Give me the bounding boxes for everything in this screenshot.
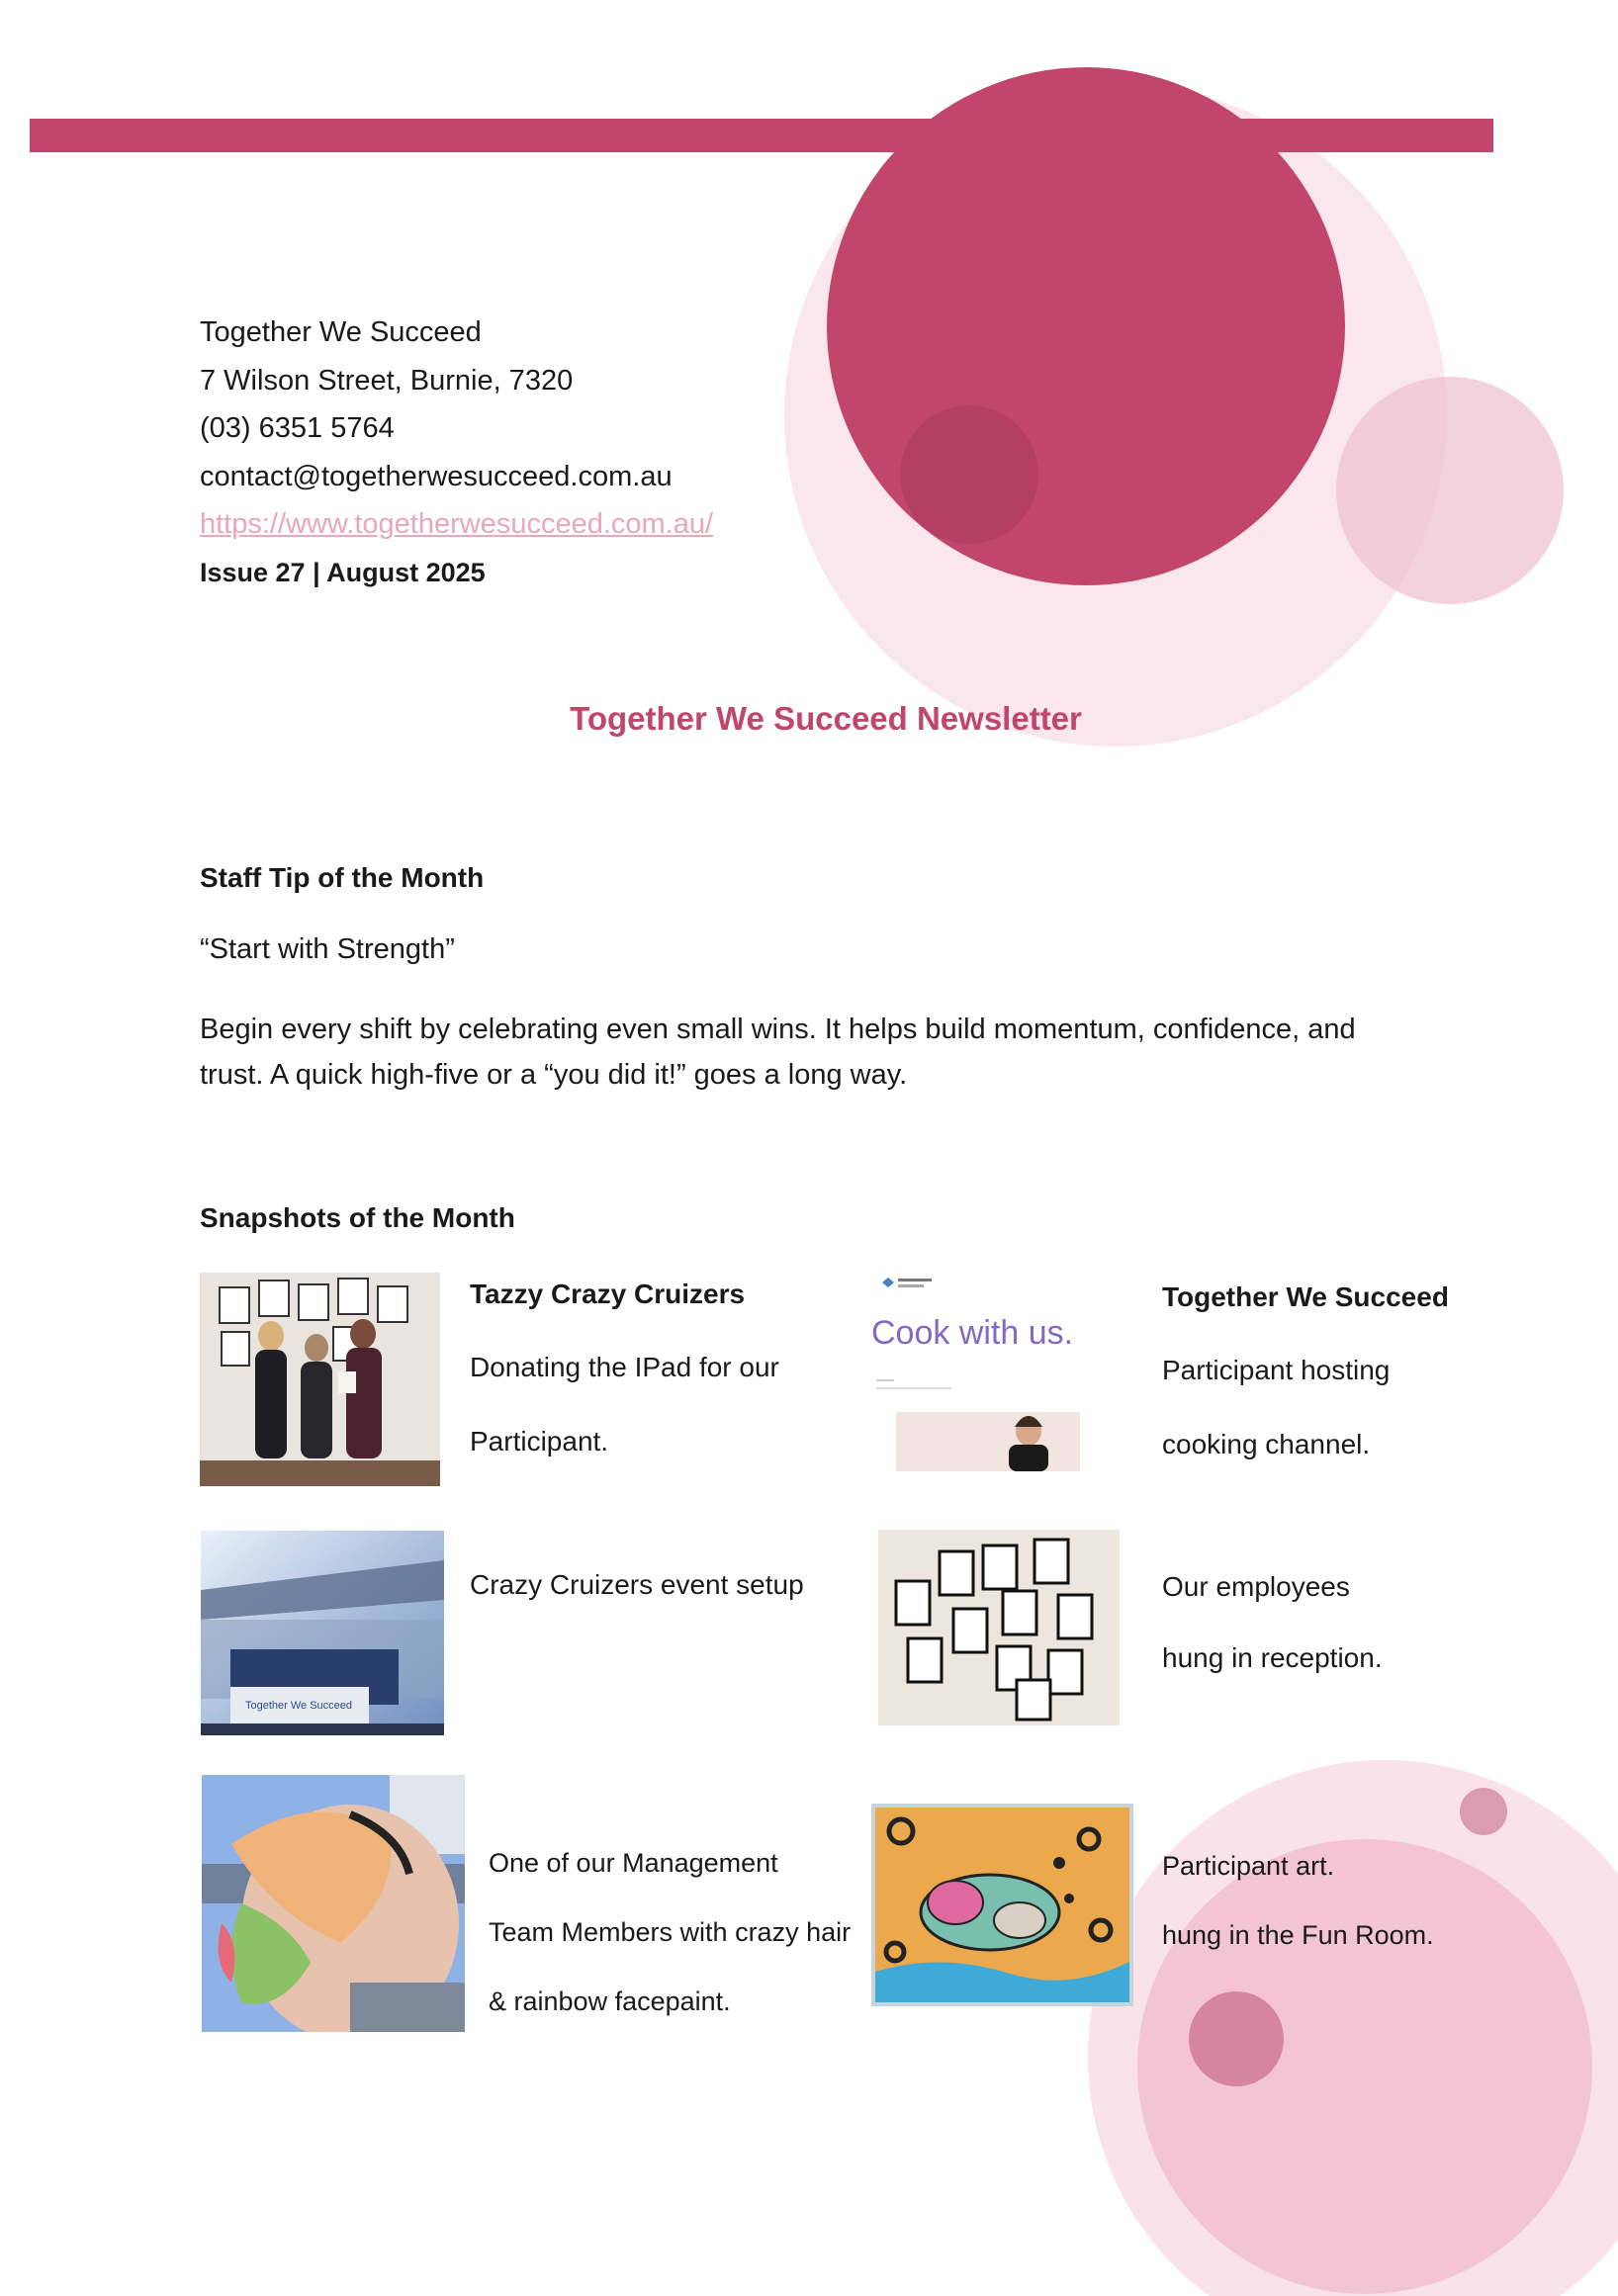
tip-heading: Staff Tip of the Month	[200, 862, 485, 893]
snapshot-2-line-1: Participant hosting	[1162, 1355, 1391, 1385]
tip-quote: “Start with Strength”	[200, 933, 455, 965]
snapshot-1-line-2: Participant.	[470, 1426, 609, 1457]
photo-crazy-hair	[202, 1775, 465, 2032]
tip-body-line-1: Begin every shift by celebrating even small wins. It helps build momentum, confidence, and	[200, 1014, 1356, 1045]
snapshot-1-line-1: Donating the IPad for our	[470, 1352, 779, 1382]
snapshot-4-line-1: Our employees	[1162, 1571, 1350, 1602]
tip-body	[200, 1007, 1485, 1098]
snapshot-5-line-2: Team Members with crazy hair	[489, 1917, 852, 1947]
snapshot-3-line-1: Crazy Cruizers event setup	[470, 1569, 804, 1600]
header-band	[30, 119, 1493, 152]
photo-cook-with-us	[868, 1271, 1088, 1473]
contact-block	[200, 309, 713, 596]
svg-text:Together We Succeed: Together We Succeed	[245, 1700, 353, 1712]
cook-with-us-text: Cook with us.	[871, 1314, 1074, 1352]
snapshot-5-line-1: One of our Management	[489, 1848, 778, 1878]
address: 7 Wilson Street, Burnie, 7320	[200, 364, 574, 397]
photo-event-setup	[201, 1531, 444, 1735]
email[interactable]: contact@togetherwesucceed.com.au	[200, 460, 673, 492]
snapshot-2-line-2: cooking channel.	[1162, 1429, 1371, 1459]
photo-donation	[200, 1273, 440, 1486]
photo-employee-frames	[878, 1530, 1120, 1725]
website-link[interactable]: https://www.togetherwesucceed.com.au/	[200, 508, 714, 540]
org-name: Together We Succeed	[200, 316, 482, 348]
snapshot-1-title: Tazzy Crazy Cruizers	[470, 1279, 746, 1309]
snapshots-heading: Snapshots of the Month	[200, 1202, 515, 1233]
snapshot-6-line-2: hung in the Fun Room.	[1162, 1920, 1434, 1950]
tip-body-line-2: trust. A quick high-five or a “you did it!” goes a long way.	[200, 1059, 908, 1091]
snapshot-2-title: Together We Succeed	[1162, 1281, 1449, 1312]
snapshot-5-line-3: & rainbow facepaint.	[489, 1987, 731, 2016]
snapshot-4-line-2: hung in reception.	[1162, 1642, 1383, 1673]
snapshot-6-line-1: Participant art.	[1162, 1851, 1335, 1881]
issue-info: Issue 27 | August 2025	[200, 557, 486, 587]
newsletter-title: Together We Succeed Newsletter	[570, 700, 1082, 737]
photo-participant-art	[871, 1804, 1133, 2006]
phone: (03) 6351 5764	[200, 412, 395, 444]
